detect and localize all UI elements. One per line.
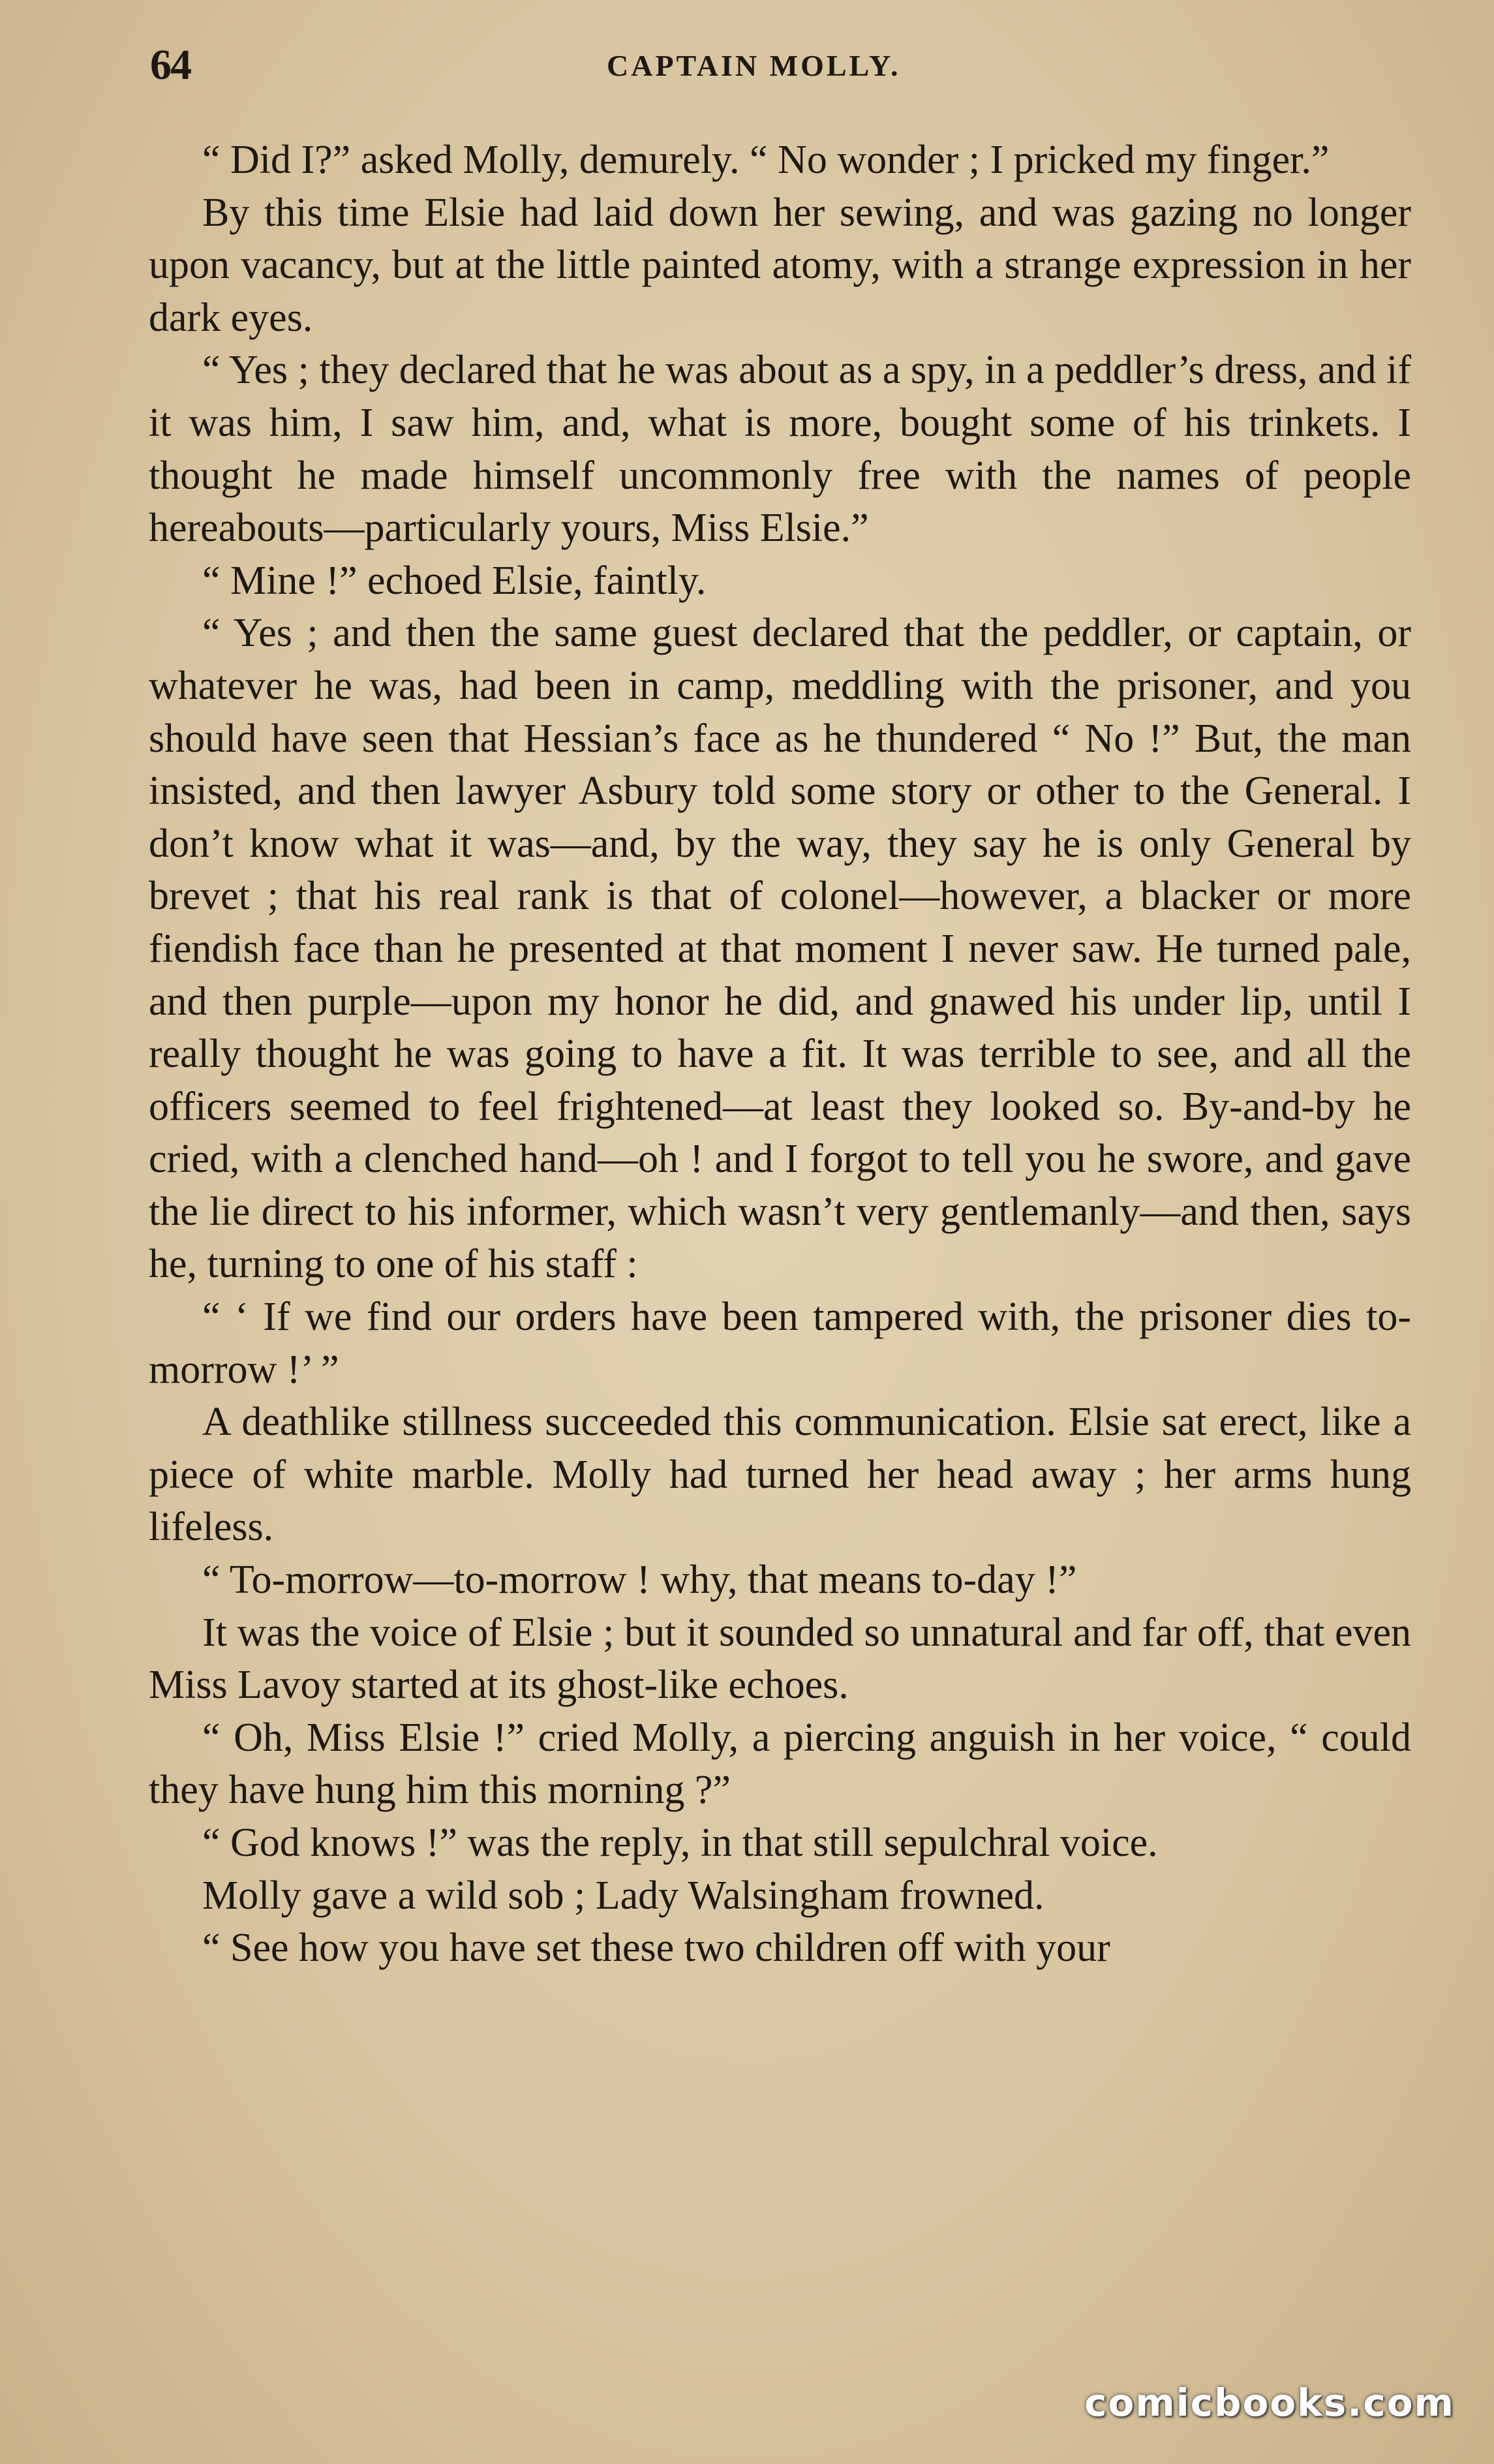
paragraph: “ Mine !” echoed Elsie, faintly. bbox=[202, 558, 707, 603]
running-title: CAPTAIN MOLLY. bbox=[607, 49, 901, 82]
paragraph: “ Oh, Miss Elsie !” cried Molly, a piercing anguish in her voice, “ could they have hung him this morning ?” bbox=[149, 1715, 1411, 1813]
paragraph: A deathlike stillness succeeded this communication. Elsie sat erect, like a piece of white marble. Molly had turned her head away ; her arms hung lifeless. bbox=[149, 1400, 1411, 1550]
page-number: 64 bbox=[150, 41, 191, 89]
paragraph: “ Yes ; they declared that he was about as a spy, in a peddler’s dress, and if it was him, I saw him, and, what is more, bought some of his trinkets. I thought he made himself uncommonly free with the names of people hereabouts—particularly yours, Miss Elsie.” bbox=[149, 348, 1411, 551]
paragraph: “ Yes ; and then the same guest declared that the peddler, or captain, or whatever he was, had been in camp, meddling with the prisoner, and you should have seen that Hessian’s face as he thundered “ No !” But, the man insisted, and then lawyer Asbury told some story or other to the General. I don’t know what it was—and, by the way, they say he is only General by brevet ; that his real rank is that of colonel—however, a blacker or more fiendish face than he presented at that moment I never saw. He turned pale, and then purple—upon my honor he did, and gnawed his under lip, until I really thought he was going to have a fit. It was terrible to see, and all the officers seemed to feel frightened—at least they looked so. By-and-by he cried, with a clenched hand—oh ! and I forgot to tell you he swore, and gave the lie direct to his informer, which wasn’t very gentlemanly—and then, says he, turning to one of his staff : bbox=[149, 611, 1411, 1287]
paragraph: By this time Elsie had laid down her sewing, and was gazing no longer upon vacancy, but at the little painted atomy, with a strange expression in her dark eyes. bbox=[149, 190, 1411, 340]
page-header bbox=[150, 40, 1429, 93]
paragraph: “ Did I?” asked Molly, demurely. “ No wonder ; I pricked my finger.” bbox=[202, 138, 1330, 182]
paragraph: It was the voice of Elsie ; but it sounded so unnatural and far off, that even Miss Lavoy started at its ghost-like echoes. bbox=[149, 1610, 1411, 1708]
paragraph: Molly gave a wild sob ; Lady Walsingham frowned. bbox=[202, 1873, 1044, 1918]
paragraph: “ ‘ If we find our orders have been tampered with, the prisoner dies to-morrow !’ ” bbox=[149, 1295, 1411, 1392]
paragraph: “ God knows !” was the reply, in that still sepulchral voice. bbox=[202, 1821, 1158, 1865]
watermark: comicbooks.com bbox=[1084, 2380, 1455, 2425]
body-text bbox=[149, 134, 1411, 1975]
paragraph: “ To-morrow—to-morrow ! why, that means to-day !” bbox=[202, 1558, 1077, 1603]
paragraph: “ See how you have set these two children off with your bbox=[202, 1926, 1110, 1971]
